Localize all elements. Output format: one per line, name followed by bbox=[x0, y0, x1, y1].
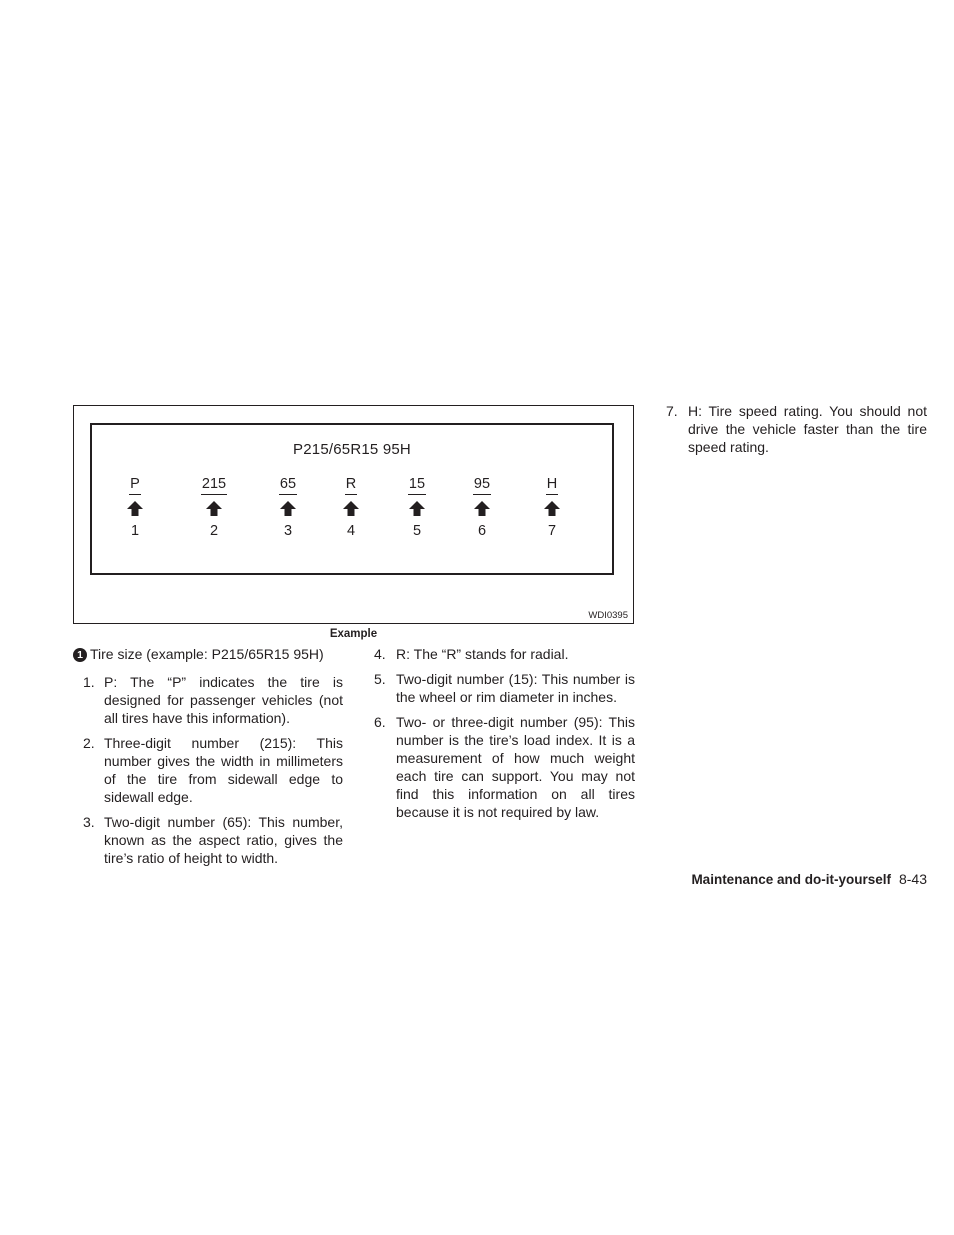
list-item-number: 5. bbox=[374, 671, 386, 687]
segment-label: 15 bbox=[408, 476, 426, 495]
segment-label: P bbox=[129, 476, 141, 495]
segment-label: H bbox=[546, 476, 558, 495]
list-item-number: 7. bbox=[666, 403, 678, 419]
segment-3 bbox=[263, 475, 313, 539]
list-item bbox=[73, 813, 343, 867]
segment-number: 2 bbox=[209, 523, 219, 539]
list-item-number: 2. bbox=[83, 735, 95, 751]
segment-4 bbox=[326, 475, 376, 539]
segment-6 bbox=[457, 475, 507, 539]
segment-number: 1 bbox=[130, 523, 140, 539]
segment-1 bbox=[110, 475, 160, 539]
text-column-3 bbox=[663, 402, 927, 463]
list-item bbox=[73, 734, 343, 806]
segment-number: 4 bbox=[346, 523, 356, 539]
up-arrow-icon bbox=[206, 501, 222, 516]
page-number: 8-43 bbox=[898, 871, 927, 887]
tire-size-intro bbox=[73, 645, 343, 663]
intro-text: Tire size (example: P215/65R15 95H) bbox=[90, 646, 324, 662]
list-item-text: R: The “R” stands for radial. bbox=[396, 646, 569, 662]
segment-5 bbox=[392, 475, 442, 539]
segment-2 bbox=[189, 475, 239, 539]
list-item-number: 6. bbox=[374, 714, 386, 730]
list-item-number: 3. bbox=[83, 814, 95, 830]
tire-label-box bbox=[90, 423, 614, 575]
list-item-number: 4. bbox=[374, 646, 386, 662]
list-item bbox=[371, 670, 635, 706]
segment-label: 95 bbox=[473, 476, 491, 495]
text-column-2 bbox=[371, 645, 635, 828]
up-arrow-icon bbox=[544, 501, 560, 516]
segment-number: 6 bbox=[477, 523, 487, 539]
section-title: Maintenance and do-it-yourself bbox=[691, 872, 891, 887]
tire-size-figure bbox=[73, 405, 634, 624]
figure-caption: Example bbox=[329, 628, 378, 640]
list-item-text: Two-digit number (15): This number is the wheel or rim diameter in inches. bbox=[396, 671, 635, 705]
segment-7 bbox=[527, 475, 577, 539]
page-footer bbox=[691, 871, 927, 887]
list-item-text: Two- or three-digit number (95): This number is the tire’s load index. It is a measurement of how much weight each tire can support. You may not find this information on all tires because it is not required by law. bbox=[396, 714, 635, 820]
list-item-text: Three-digit number (215): This number gives the width in millimeters of the tire from sidewall edge to sidewall edge. bbox=[104, 735, 343, 805]
segment-number: 3 bbox=[283, 523, 293, 539]
segment-label: R bbox=[345, 476, 357, 495]
list-item bbox=[663, 402, 927, 456]
list-item-number: 1. bbox=[83, 674, 95, 690]
list-item bbox=[73, 673, 343, 727]
callout-number-badge: 1 bbox=[73, 648, 87, 662]
segment-label: 65 bbox=[279, 476, 297, 495]
list-item-text: H: Tire speed rating. You should not drive the vehicle faster than the tire speed rating. bbox=[688, 403, 927, 455]
up-arrow-icon bbox=[409, 501, 425, 516]
text-column-1 bbox=[73, 645, 343, 874]
list-item-text: P: The “P” indicates the tire is designed for passenger vehicles (not all tires have this information). bbox=[104, 674, 343, 726]
segment-number: 5 bbox=[412, 523, 422, 539]
segment-label: 215 bbox=[201, 476, 227, 495]
list-item bbox=[371, 645, 635, 663]
list-item bbox=[371, 713, 635, 821]
up-arrow-icon bbox=[280, 501, 296, 516]
segment-number: 7 bbox=[547, 523, 557, 539]
up-arrow-icon bbox=[343, 501, 359, 516]
up-arrow-icon bbox=[474, 501, 490, 516]
list-item-text: Two-digit number (65): This number, known as the aspect ratio, gives the tire’s ratio of height to width. bbox=[104, 814, 343, 866]
tire-code: P215/65R15 95H bbox=[293, 441, 411, 458]
figure-code: WDI0395 bbox=[588, 610, 628, 621]
up-arrow-icon bbox=[127, 501, 143, 516]
